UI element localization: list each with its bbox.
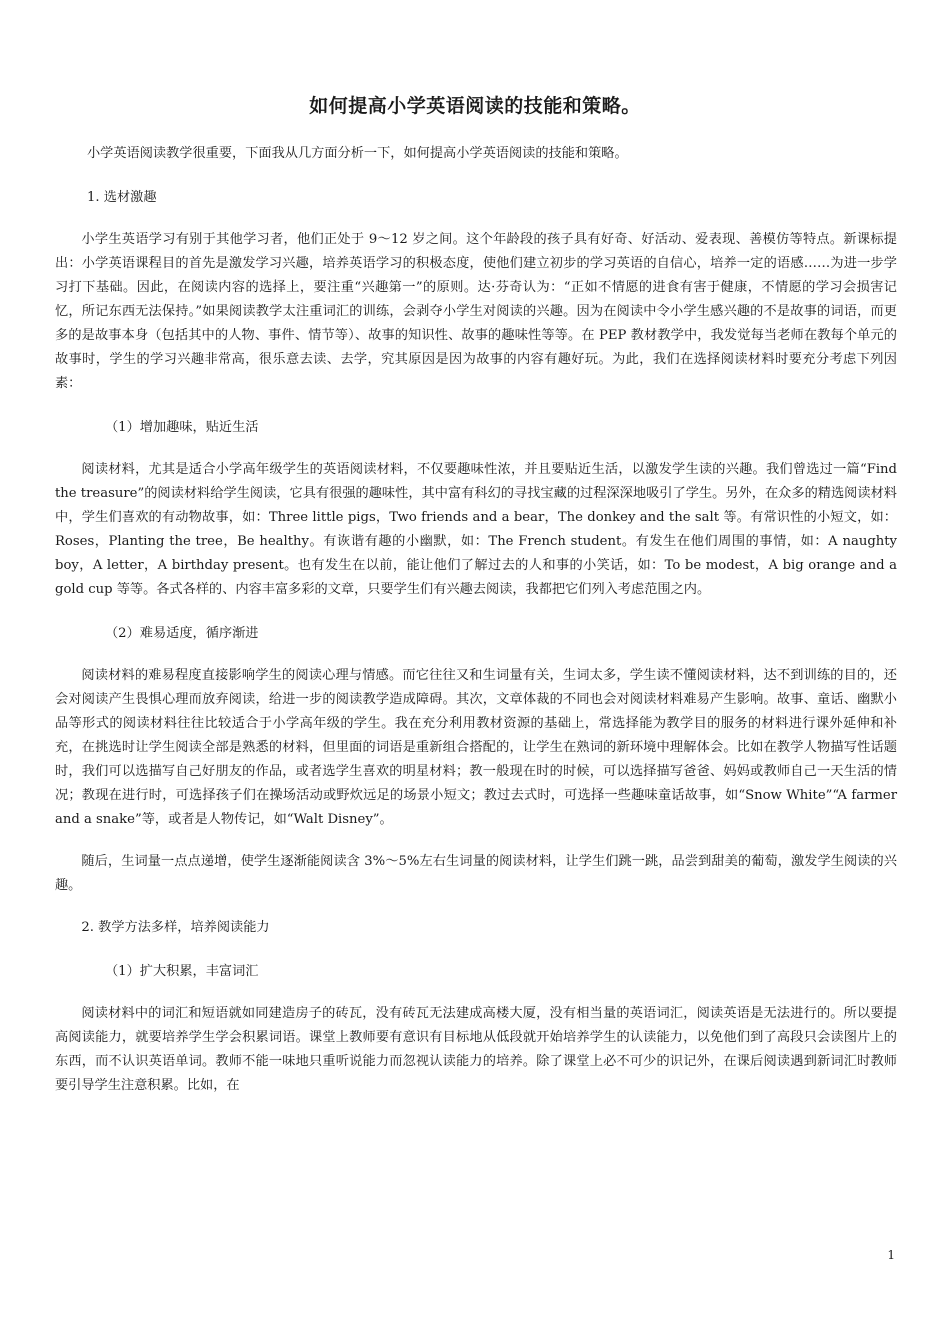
body-paragraph: 随后，生词量一点点递增，使学生逐渐能阅读含 3%～5%左右生词量的阅读材料，让学生们跳一跳，品尝到甜美的葡萄，激发学生阅读的兴趣。 xyxy=(55,854,897,893)
body-paragraph: 阅读材料的难易程度直接影响学生的阅读心理与情感。而它往往又和生词量有关，生词太多，学生读不懂阅读材料，达不到训练的目的，还会对阅读产生畏惧心理而放弃阅读，给进一步的阅读教学造成障碍。其次，文章体裁的不同也会对阅读材料难易产生影响。故事、童话、幽默小品等形式的阅读材料往往比较适合于小学高年级的学生。我在充分利用教材资源的基础上，常选择能为教学目的服务的材料进行课外延伸和补充，在挑选时让学生阅读全部是熟悉的材料，但里面的词语是重新组合搭配的，让学生在熟词的新环境中理解体会。比如在教学人物描写性话题时，我们可以选描写自己好朋友的作品，或者选学生喜欢的明星材料；教一般现在时的时候，可以选择描写爸爸、妈妈或教师自己一天生活的情况；教现在进行时，可选择孩子们在操场活动或野炊远足的场景小短文；教过去式时，可选择一些趣味童话故事，如“Snow White”“A farmer and a snake”等，或者是人物传记，如“Walt Disney”。 xyxy=(55,668,897,827)
subsection-heading-1-1: （1）增加趣味，贴近生活 xyxy=(105,420,259,435)
page-number: 1 xyxy=(887,1248,895,1262)
body-paragraph: 小学生英语学习有别于其他学习者，他们正处于 9～12 岁之间。这个年龄段的孩子具有好奇、好活动、爱表现、善模仿等特点。新课标提出：小学英语课程目的首先是激发学习兴趣，培养英语学习的积极态度，使他们建立初步的学习英语的自信心，培养一定的语感……为进一步学习打下基础。因此，在阅读内容的选择上，要注重“兴趣第一”的原则。达·芬奇认为：“正如不情愿的进食有害于健康，不情愿的学习会损害记忆，所记东西无法保持。”如果阅读教学太注重词汇的训练，会剥夺小学生对阅读的兴趣。因为在阅读中令小学生感兴趣的不是故事的词语，而更多的是故事本身（包括其中的人物、事件、情节等）、故事的知识性、故事的趣味性等等。在 PEP 教材教学中，我发觉每当老师在教每个单元的故事时，学生的学习兴趣非常高，很乐意去读、去学，究其原因是因为故事的内容有趣好玩。为此，我们在选择阅读材料时要充分考虑下列因素： xyxy=(55,232,897,391)
subsection-heading-2-1: （1）扩大积累，丰富词汇 xyxy=(105,964,259,979)
intro-paragraph: 小学英语阅读教学很重要，下面我从几方面分析一下，如何提高小学英语阅读的技能和策略。 xyxy=(87,146,628,161)
subsection-heading-1-2: （2）难易适度，循序渐进 xyxy=(105,626,259,641)
document-body xyxy=(55,142,897,1098)
body-paragraph: 阅读材料中的词汇和短语就如同建造房子的砖瓦，没有砖瓦无法建成高楼大厦，没有相当量的英语词汇，阅读英语是无法进行的。所以要提高阅读能力，就要培养学生学会积累词语。课堂上教师要有意识有目标地从低段就开始培养学生的认读能力，以免他们到了高段只会读图片上的东西，而不认识英语单词。教师不能一味地只重听说能力而忽视认读能力的培养。除了课堂上必不可少的识记外，在课后阅读遇到新词汇时教师要引导学生注意积累。比如，在 xyxy=(55,1006,897,1093)
body-paragraph: 阅读材料，尤其是适合小学高年级学生的英语阅读材料，不仅要趣味性浓，并且要贴近生活，以激发学生读的兴趣。我们曾选过一篇“Find the treasure”的阅读材料给学生阅读，它具有很强的趣味性，其中富有科幻的寻找宝藏的过程深深地吸引了学生。另外，在众多的精选阅读材料中，学生们喜欢的有动物故事，如：Three little pigs，Two friends and a bear，The donkey and the salt 等。有常识性的小短文，如：Roses，Planting the tree，Be healthy。有诙谐有趣的小幽默，如：The French student。有发生在他们周围的事情，如：A naughty boy，A letter，A birthday present。也有发生在以前，能让他们了解过去的人和事的小笑话，如：To be modest，A big orange and a gold cup 等等。各式各样的、内容丰富多彩的文章，只要学生们有兴趣去阅读，我都把它们列入考虑范围之内。 xyxy=(55,462,897,597)
section-heading-2: 2. 教学方法多样，培养阅读能力 xyxy=(81,920,270,935)
section-heading-1: 1. 选材激趣 xyxy=(87,190,157,205)
document-title: 如何提高小学英语阅读的技能和策略。 xyxy=(309,95,641,117)
